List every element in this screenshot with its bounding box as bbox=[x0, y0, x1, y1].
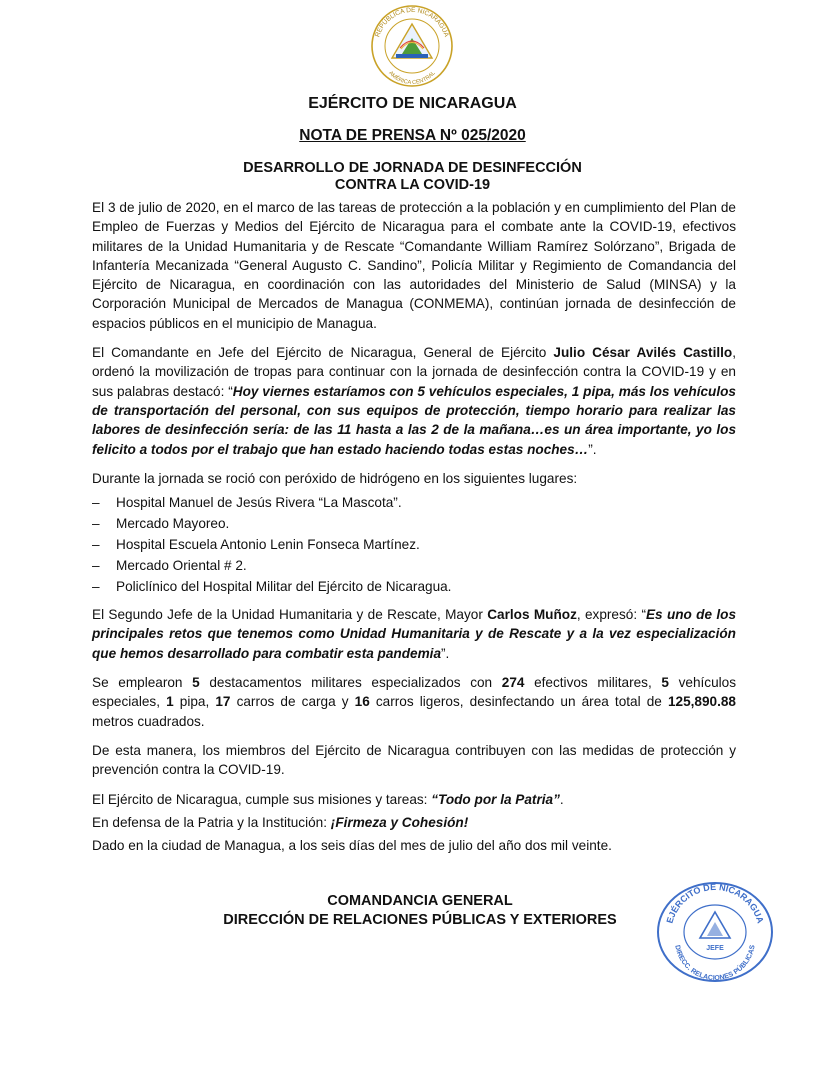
official-stamp bbox=[655, 880, 775, 984]
motto-firmeza: ¡Firmeza y Cohesión! bbox=[330, 814, 469, 830]
paragraph-dated: Dado en la ciudad de Managua, a los seis días del mes de julio del año dos mil veinte. bbox=[92, 838, 612, 854]
text-run: carros de carga y bbox=[230, 694, 355, 710]
paragraph-resources bbox=[92, 673, 736, 731]
stamp-bottom-text: DIRECC. RELACIONES PÚBLICAS bbox=[673, 944, 757, 983]
text-run: , ordenó la movilización de tropas para continuar con la jornada de desinfección contra la COVID-19 y en sus palabras destacó: “ bbox=[92, 345, 736, 399]
paragraph-mission bbox=[92, 790, 736, 809]
text-run: Se emplearon bbox=[92, 675, 193, 691]
text-run: vehículos especiales, bbox=[92, 675, 737, 710]
count-cargo-trucks: 17 bbox=[215, 694, 231, 710]
coat-of-arms-seal bbox=[366, 4, 458, 88]
seal-bottom-text: AMÉRICA CENTRAL bbox=[387, 70, 437, 87]
list-item: – Mercado Oriental # 2. bbox=[92, 555, 736, 576]
list-item: – Hospital Escuela Antonio Lenin Fonseca Martínez. bbox=[92, 534, 736, 555]
stamp-center-text: JEFE bbox=[706, 945, 724, 952]
places-list bbox=[92, 492, 736, 597]
list-item: – Mercado Mayoreo. bbox=[92, 513, 736, 534]
count-detachments: 5 bbox=[192, 675, 200, 691]
second-chief-quote: Es uno de los principales retos que tenemos como Unidad Humanitaria y de Rescate y a la vez especialización que hemos desarrollado para combatir esta pandemia bbox=[92, 607, 737, 661]
text-run: El Segundo Jefe de la Unidad Humanitaria y de Rescate, Mayor bbox=[92, 607, 488, 623]
text-run: metros cuadrados. bbox=[92, 713, 205, 729]
count-light-vehicles: 16 bbox=[354, 694, 370, 710]
subject-line-2: CONTRA LA COVID-19 bbox=[334, 177, 491, 193]
paragraph-intro: El 3 de julio de 2020, en el marco de las tareas de protección a la población y en cumplimiento del Plan de Empleo de Fuerzas y Medios del Ejército de Nicaragua para el combate ante la COVID-19, efectivos militares de la Unidad Humanitaria y de Rescate “Comandante William Ramírez Solórzano”, Brigada de Infantería Mecanizada “General Augusto C. Sandino”, Policía Militar y Regimiento de Comandancia del Ejército de Nicaragua, en coordinación con las autoridades del Ministerio de Salud (MINSA) y la Corporación Municipal de Mercados de Managua (CONMEMA), continúan jornada de desinfección de espacios públicos en el municipio de Managua. bbox=[92, 200, 736, 331]
text-run: efectivos militares, bbox=[524, 675, 662, 691]
subject-heading bbox=[0, 160, 825, 194]
list-item: – Policlínico del Hospital Militar del Ejército de Nicaragua. bbox=[92, 576, 736, 597]
text-run: ”. bbox=[588, 441, 597, 457]
press-note-title bbox=[0, 127, 825, 145]
text-run: carros ligeros, desinfectando un área total de bbox=[369, 694, 668, 710]
paragraph-places-intro: Durante la jornada se roció con peróxido de hidrógeno en los siguientes lugares: bbox=[92, 470, 578, 486]
paragraph-second-chief-quote bbox=[92, 605, 736, 663]
commander-quote: Hoy viernes estaríamos con 5 vehículos especiales, 1 pipa, más los vehículos de transportación del personal, con sus equipos de protección, tiempo horario para realizar las labores de desinfección sería: de las 11 hasta a las 2 de la mañana…es un área importante, yo los felicito a todos por el trabajo que han estado haciendo todas estas noches… bbox=[92, 383, 736, 457]
area-total: 125,890.88 bbox=[667, 694, 736, 710]
count-water-tanker: 1 bbox=[166, 694, 174, 710]
organization-heading: EJÉRCITO DE NICARAGUA bbox=[308, 95, 517, 112]
text-run: En defensa de la Patria y la Institución: bbox=[92, 814, 331, 830]
press-release-body bbox=[92, 198, 736, 865]
footer-directorate: DIRECCIÓN DE RELACIONES PÚBLICAS Y EXTERIORES bbox=[223, 912, 617, 928]
svg-text:EJÉRCITO DE NICARAGUA bbox=[664, 882, 765, 925]
text-run: . bbox=[559, 791, 564, 807]
subject-line-1: DESARROLLO DE JORNADA DE DESINFECCIÓN bbox=[243, 160, 582, 176]
count-personnel: 274 bbox=[501, 675, 525, 691]
motto-patria: “Todo por la Patria” bbox=[431, 791, 560, 807]
text-run: pipa, bbox=[173, 694, 216, 710]
commander-name: Julio César Avilés Castillo bbox=[553, 345, 733, 361]
paragraph-defense bbox=[92, 813, 736, 832]
text-run: ”. bbox=[441, 645, 450, 661]
count-special-vehicles: 5 bbox=[661, 675, 669, 691]
text-run: , expresó: “ bbox=[576, 607, 646, 623]
stamp-top-text: EJÉRCITO DE NICARAGUA bbox=[664, 881, 766, 925]
text-run: El Ejército de Nicaragua, cumple sus misiones y tareas: bbox=[92, 791, 432, 807]
second-chief-name: Carlos Muñoz bbox=[487, 607, 577, 623]
footer-command: COMANDANCIA GENERAL bbox=[327, 893, 513, 909]
press-note-title-text: NOTA DE PRENSA Nº 025/2020 bbox=[299, 127, 526, 144]
seal-ring-text: REPÚBLICA DE NICARAGUA bbox=[374, 6, 450, 39]
list-item: – Hospital Manuel de Jesús Rivera “La Mascota”. bbox=[92, 492, 736, 513]
paragraph-commander-quote bbox=[92, 343, 736, 459]
paragraph-contribution: De esta manera, los miembros del Ejército de Nicaragua contribuyen con las medidas de protección y prevención contra la COVID-19. bbox=[92, 742, 736, 778]
text-run: El Comandante en Jefe del Ejército de Nicaragua, General de Ejército bbox=[92, 345, 554, 361]
text-run: destacamentos militares especializados con bbox=[199, 675, 502, 691]
